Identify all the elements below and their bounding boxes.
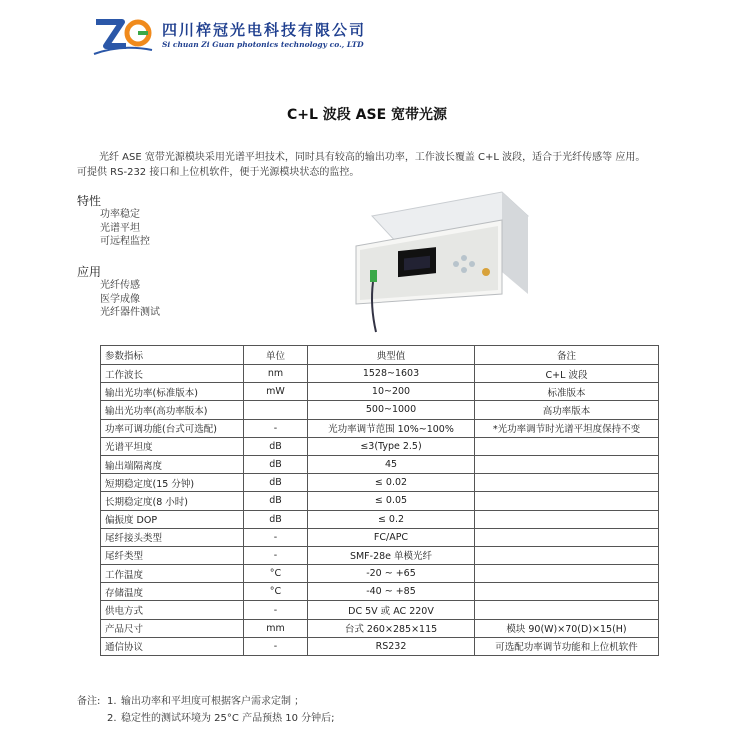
table-row bbox=[101, 583, 659, 601]
table-cell bbox=[475, 583, 659, 601]
table-cell bbox=[475, 492, 659, 510]
table-cell: -40 ~ +85 bbox=[308, 583, 475, 601]
application-item: 光纤传感 bbox=[100, 280, 140, 291]
table-cell: SMF-28e 单模光纤 bbox=[308, 546, 475, 564]
table-header-cell: 参数指标 bbox=[101, 346, 244, 365]
table-row bbox=[101, 601, 659, 619]
table-cell: 输出端隔离度 bbox=[101, 455, 244, 473]
feature-item: 可远程监控 bbox=[100, 236, 150, 247]
table-cell: 1528~1603 bbox=[308, 365, 475, 383]
intro-line-1: 光纤 ASE 宽带光源模块采用光谱平坦技术，同时具有较高的输出功率，工作波长覆盖 C+L 波段，适合于光纤传感等 应用。 bbox=[99, 152, 646, 163]
application-item: 医学成像 bbox=[100, 293, 140, 305]
table-cell: 通信协议 bbox=[101, 637, 244, 655]
table-row bbox=[101, 419, 659, 437]
table-row bbox=[101, 474, 659, 492]
table-header-row bbox=[101, 346, 659, 365]
table-cell: - bbox=[244, 601, 308, 619]
table-row bbox=[101, 365, 659, 383]
table-header-cell: 典型值 bbox=[308, 346, 475, 365]
table-cell: dB bbox=[244, 492, 308, 510]
table-cell: 工作波长 bbox=[101, 365, 244, 383]
table-cell: dB bbox=[244, 510, 308, 528]
table-cell: ≤ 0.2 bbox=[308, 510, 475, 528]
table-cell bbox=[475, 437, 659, 455]
application-item: 光纤器件测试 bbox=[100, 307, 160, 318]
table-cell: °C bbox=[244, 583, 308, 601]
table-cell: ≤ 0.02 bbox=[308, 474, 475, 492]
table-cell: 光谱平坦度 bbox=[101, 437, 244, 455]
table-cell: dB bbox=[244, 437, 308, 455]
note-number: 1. bbox=[107, 696, 117, 707]
table-cell: nm bbox=[244, 365, 308, 383]
table-cell bbox=[475, 455, 659, 473]
table-cell: C+L 波段 bbox=[475, 365, 659, 383]
table-cell: 短期稳定度(15 分钟) bbox=[101, 474, 244, 492]
product-photo bbox=[352, 186, 530, 336]
table-row bbox=[101, 546, 659, 564]
spec-table bbox=[100, 345, 659, 656]
table-cell: 功率可调功能(台式可选配) bbox=[101, 419, 244, 437]
table-cell: dB bbox=[244, 474, 308, 492]
table-cell: 偏振度 DOP bbox=[101, 510, 244, 528]
table-cell: mm bbox=[244, 619, 308, 637]
table-cell bbox=[475, 528, 659, 546]
table-cell: 输出光功率(标准版本) bbox=[101, 383, 244, 401]
table-cell: 供电方式 bbox=[101, 601, 244, 619]
table-cell: 尾纤接头类型 bbox=[101, 528, 244, 546]
table-cell: 输出光功率(高功率版本) bbox=[101, 401, 244, 419]
table-row bbox=[101, 455, 659, 473]
notes-label: 备注: bbox=[77, 696, 101, 707]
table-cell: ≤3(Type 2.5) bbox=[308, 437, 475, 455]
notes bbox=[77, 693, 335, 727]
table-cell: - bbox=[244, 637, 308, 655]
table-row bbox=[101, 528, 659, 546]
table-header-cell: 备注 bbox=[475, 346, 659, 365]
features-heading: 特性 bbox=[77, 194, 102, 208]
table-cell: FC/APC bbox=[308, 528, 475, 546]
table-cell: 光功率调节范围 10%~100% bbox=[308, 419, 475, 437]
table-row bbox=[101, 492, 659, 510]
applications-heading: 应用 bbox=[77, 265, 102, 279]
table-cell: 可选配功率调节功能和上位机软件 bbox=[475, 637, 659, 655]
table-cell: °C bbox=[244, 565, 308, 583]
table-cell bbox=[475, 565, 659, 583]
table-cell: 模块 90(W)×70(D)×15(H) bbox=[475, 619, 659, 637]
table-cell: 产品尺寸 bbox=[101, 619, 244, 637]
table-cell: *光功率调节时光谱平坦度保持不变 bbox=[475, 419, 659, 437]
table-row bbox=[101, 510, 659, 528]
table-cell: 长期稳定度(8 小时) bbox=[101, 492, 244, 510]
note-item: 稳定性的测试环境为 25°C 产品预热 10 分钟后; bbox=[121, 713, 335, 724]
table-cell bbox=[475, 474, 659, 492]
table-row bbox=[101, 565, 659, 583]
company-name-cn: 四川梓冠光电科技有限公司 bbox=[162, 21, 367, 39]
table-cell: RS232 bbox=[308, 637, 475, 655]
table-cell: - bbox=[244, 546, 308, 564]
company-name-en: Si chuan Zi Guan photonics technology co., LTD bbox=[162, 40, 364, 49]
table-cell bbox=[244, 401, 308, 419]
table-cell: - bbox=[244, 528, 308, 546]
table-row bbox=[101, 383, 659, 401]
table-cell: 45 bbox=[308, 455, 475, 473]
features-list bbox=[100, 208, 150, 249]
table-cell: 10~200 bbox=[308, 383, 475, 401]
table-cell: DC 5V 或 AC 220V bbox=[308, 601, 475, 619]
table-cell: 高功率版本 bbox=[475, 401, 659, 419]
note-number: 2. bbox=[107, 713, 117, 724]
table-cell bbox=[475, 546, 659, 564]
applications-list bbox=[100, 279, 160, 320]
table-cell: dB bbox=[244, 455, 308, 473]
table-cell: ≤ 0.05 bbox=[308, 492, 475, 510]
feature-item: 功率稳定 bbox=[100, 209, 140, 220]
table-cell: 尾纤类型 bbox=[101, 546, 244, 564]
table-cell bbox=[475, 601, 659, 619]
table-cell: 存储温度 bbox=[101, 583, 244, 601]
table-cell bbox=[475, 510, 659, 528]
intro-line-2: 可提供 RS-232 接口和上位机软件，便于光源模块状态的监控。 bbox=[77, 167, 360, 178]
feature-item: 光谱平坦 bbox=[100, 222, 140, 234]
table-row bbox=[101, 619, 659, 637]
table-header-cell: 单位 bbox=[244, 346, 308, 365]
table-row bbox=[101, 437, 659, 455]
table-row bbox=[101, 637, 659, 655]
note-item: 输出功率和平坦度可根据客户需求定制 ； bbox=[121, 696, 305, 707]
company-logo bbox=[92, 16, 154, 60]
intro-paragraph bbox=[77, 150, 687, 180]
table-cell: 标准版本 bbox=[475, 383, 659, 401]
table-cell: - bbox=[244, 419, 308, 437]
table-row bbox=[101, 401, 659, 419]
company-header bbox=[92, 16, 392, 60]
document-title: C+L 波段 ASE 宽带光源 bbox=[286, 107, 448, 123]
table-cell: mW bbox=[244, 383, 308, 401]
table-cell: 500~1000 bbox=[308, 401, 475, 419]
table-cell: -20 ~ +65 bbox=[308, 565, 475, 583]
table-cell: 工作温度 bbox=[101, 565, 244, 583]
table-cell: 台式 260×285×115 bbox=[308, 619, 475, 637]
